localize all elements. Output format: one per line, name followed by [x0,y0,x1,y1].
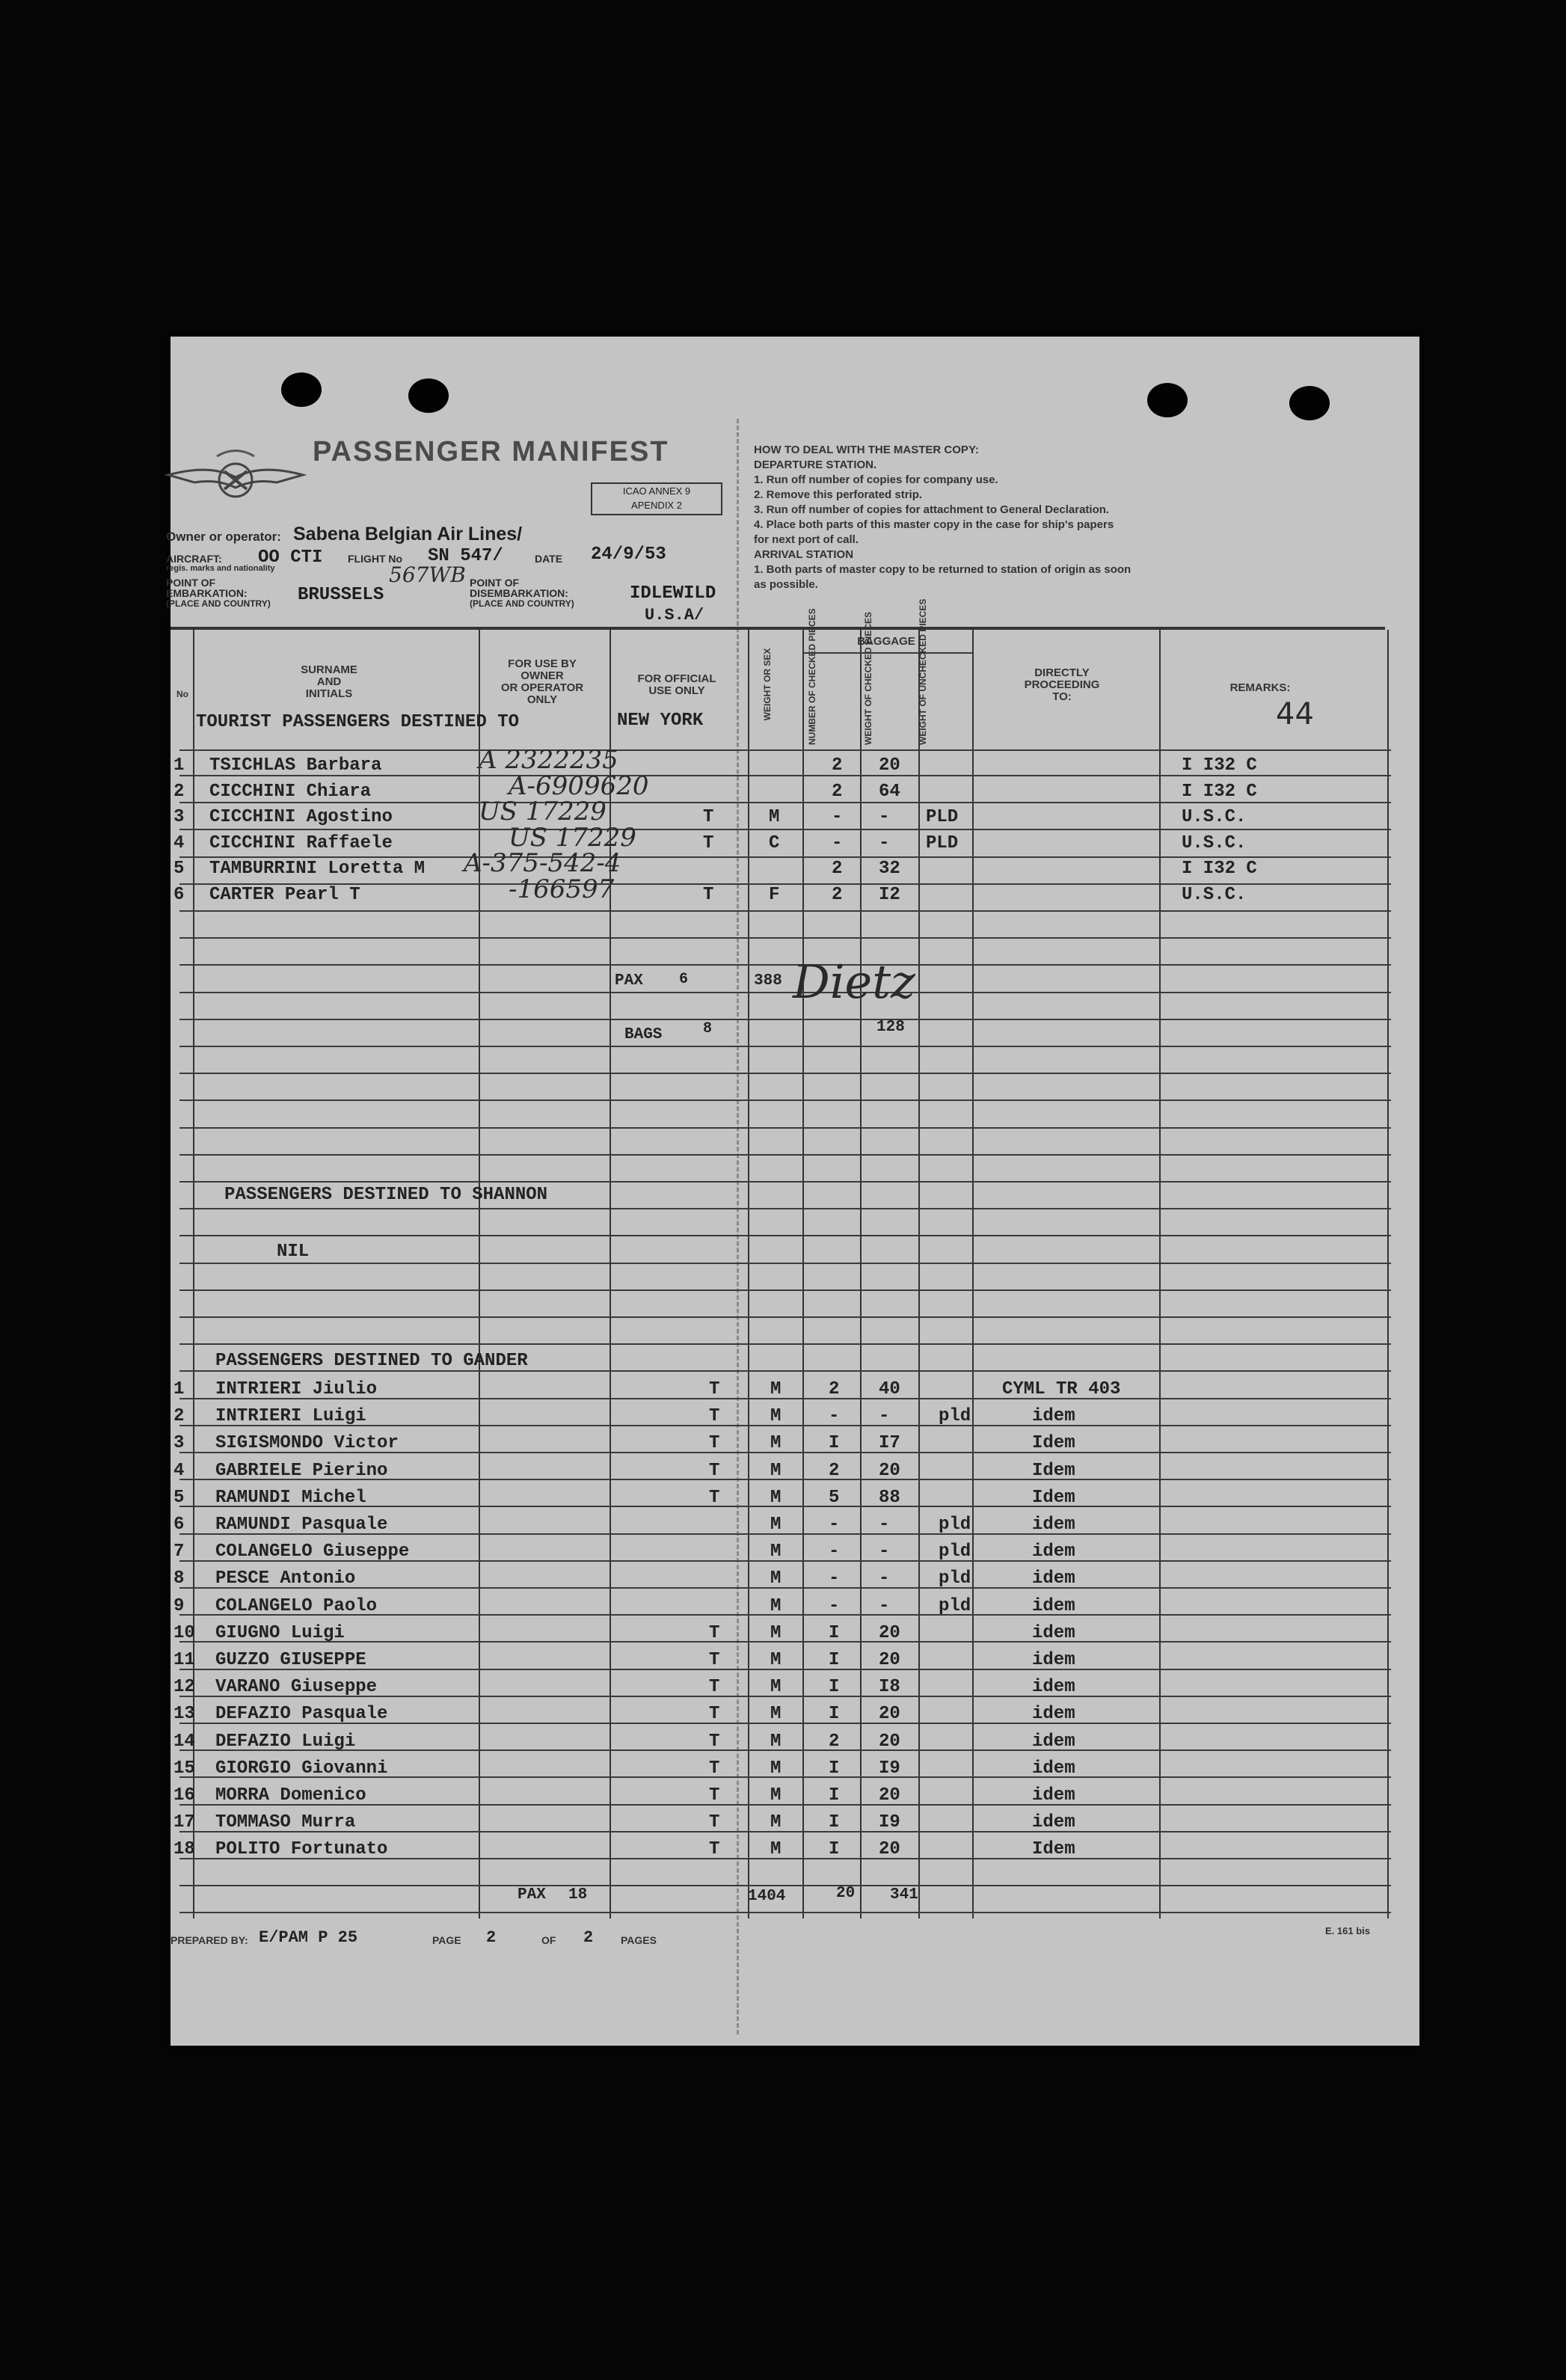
row-rule [179,992,1391,993]
col-directly-header [972,667,1152,703]
checked-weight: 20 [879,1731,900,1752]
pax-label: PAX [615,972,643,990]
row-number: 5 [174,1487,185,1508]
checked-pieces: I [829,1704,840,1725]
header-line: ONLY [526,693,558,706]
passenger-class: T [709,1839,720,1860]
passenger-name: CICCHINI Raffaele [209,832,393,853]
disembark-label: POINT OF [470,577,520,589]
passenger-name: GUZZO GIUSEPPE [215,1650,366,1670]
checked-weight: 20 [879,755,900,776]
row-rule [179,937,1391,939]
passenger-name: DEFAZIO Pasquale [215,1704,388,1725]
owner-value: Sabena Belgian Air Lines/ [293,524,523,545]
passenger-class: T [703,807,714,827]
header-line: INITIALS [305,687,353,700]
header-line: SURNAME [301,663,357,676]
row-rule [179,1127,1391,1129]
proceeding-to: idem [1032,1812,1075,1833]
checked-pieces: 2 [832,781,843,802]
row-number: 14 [174,1731,195,1752]
document-number: A-375-542-4 [464,848,621,878]
proceeding-to: idem [1032,1542,1075,1562]
col-baggage-header: BAGGAGE [857,635,915,648]
section-tourist: TOURIST PASSENGERS DESTINED TO [196,712,520,732]
total-weight: 1404 [748,1888,786,1905]
row-number: 4 [174,832,185,853]
remarks-value: I I32 C [1182,755,1257,776]
passenger-name: PESCE Antonio [215,1568,356,1589]
disembark-value: IDLEWILD [630,583,716,604]
table-top-rule [171,627,1385,630]
row-rule [179,1263,1391,1264]
passenger-sex: M [770,1839,782,1860]
punch-hole [408,378,449,413]
row-rule [179,910,1391,912]
row-rule [179,802,1391,803]
row-number: 13 [174,1704,195,1725]
aircraft-value: OO CTI [258,548,323,568]
checked-pieces: 2 [832,884,843,905]
checked-weight: I9 [879,1758,900,1779]
passenger-class: T [709,1758,720,1779]
passenger-sex: M [770,1487,782,1508]
page-title: PASSENGER MANIFEST [313,436,669,467]
header-line: OWNER [521,669,564,682]
unchecked-weight: pld [939,1542,971,1562]
checked-weight: 20 [879,1839,900,1860]
column-rule [1387,630,1389,1919]
row-number: 15 [174,1758,195,1779]
checked-pieces: - [829,1568,840,1589]
row-number: 2 [174,781,185,802]
pages-label: PAGES [621,1934,657,1946]
pax-value: 6 [679,971,689,988]
row-rule [179,1073,1391,1074]
checked-weight: 20 [879,1460,900,1481]
passenger-class: T [709,1731,720,1752]
proceeding-to: Idem [1032,1487,1075,1508]
proceeding-to: idem [1032,1515,1075,1535]
passenger-sex: M [770,1406,782,1427]
of-value: 2 [583,1928,594,1947]
icao-annex-box [591,482,722,515]
flight-extra: 567WB [389,562,466,587]
passenger-sex: M [769,807,780,827]
punch-hole [1147,383,1188,417]
instruction-line: 1. Run off number of copies for company use. [754,473,998,486]
passenger-sex: M [770,1731,782,1752]
checked-weight: - [879,1406,890,1427]
checked-pieces: I [829,1622,840,1643]
checked-weight: 20 [879,1622,900,1643]
header-line: AND [316,675,342,688]
proceeding-to: CYML TR 403 [1002,1379,1121,1399]
row-rule [179,1343,1391,1345]
passenger-sex: M [770,1812,782,1833]
passenger-sex: M [770,1542,782,1562]
embark-label: EMBARKATION: [166,587,248,599]
column-rule [860,630,862,1919]
prepared-by-value: E/PAM P 25 [259,1928,358,1947]
column-rule [802,630,804,1919]
row-number: 1 [174,755,185,776]
passenger-sex: M [770,1704,782,1725]
checked-pieces: 2 [829,1460,840,1481]
row-rule [179,1154,1391,1156]
passenger-sex: M [770,1622,782,1643]
checked-pieces: 2 [829,1379,840,1399]
col-unchecked-wt-header: WEIGHT OF UNCHECKED PIECES [918,598,928,745]
proceeding-to: idem [1032,1650,1075,1670]
passenger-sex: M [770,1379,782,1399]
column-rule [1159,630,1161,1919]
passenger-name: GIORGIO Giovanni [215,1758,388,1779]
checked-pieces: I [829,1785,840,1806]
unchecked-weight: pld [939,1406,971,1427]
proceeding-to: Idem [1032,1433,1075,1454]
proceeding-to: idem [1032,1568,1075,1589]
checked-pieces: - [829,1542,840,1562]
row-number: 17 [174,1812,195,1833]
document-number: A 2322235 [479,745,618,775]
passenger-sex: M [770,1785,782,1806]
remarks-value: I I32 C [1182,781,1257,802]
row-rule [179,829,1391,830]
master-copy-instructions [754,443,1277,592]
checked-weight: I9 [879,1812,900,1833]
checked-pieces: I [829,1812,840,1833]
passenger-name: RAMUNDI Pasquale [215,1515,388,1535]
header-line: FOR OFFICIAL [637,672,716,685]
checked-weight: 20 [879,1650,900,1670]
passenger-sex: M [770,1758,782,1779]
baggage-rule [802,652,972,654]
checked-weight: - [879,1595,890,1616]
checked-weight: I2 [879,884,900,905]
row-number: 10 [174,1622,195,1643]
row-number: 8 [174,1568,185,1589]
proceeding-to: idem [1032,1785,1075,1806]
row-rule [179,964,1391,966]
passenger-class: T [709,1406,720,1427]
of-label: OF [541,1934,556,1946]
proceeding-to: idem [1032,1622,1075,1643]
row-number: 3 [174,807,185,827]
pax-weight: 388 [754,972,782,990]
bags-weight: 128 [876,1019,905,1036]
checked-pieces: - [832,807,843,827]
proceeding-to: idem [1032,1704,1075,1725]
punch-hole [281,372,322,407]
passenger-name: RAMUNDI Michel [215,1487,366,1508]
total-pax-label: PAX [518,1886,546,1904]
checked-weight: 32 [879,859,900,879]
passenger-name: TAMBURRINI Loretta M [209,859,426,879]
checked-weight: 64 [879,781,900,802]
checked-weight: 40 [879,1379,900,1399]
row-rule [179,1316,1391,1318]
remarks-value: U.S.C. [1182,832,1247,853]
row-number: 7 [174,1542,185,1562]
row-number: 12 [174,1677,195,1698]
passenger-class: T [709,1460,720,1481]
owner-label: Owner or operator: [166,530,281,544]
col-official-header [609,673,744,697]
disembark-label: (PLACE AND COUNTRY) [470,598,574,609]
checked-weight: I7 [879,1433,900,1454]
punch-hole [1289,386,1330,420]
passenger-sex: F [769,884,780,905]
flight-label: FLIGHT No [348,553,403,565]
row-rule [179,1099,1391,1101]
row-number: 6 [174,1515,185,1535]
page-label: PAGE [432,1934,461,1946]
passenger-name: TOMMASO Murra [215,1812,356,1833]
header-line: TO: [1052,690,1072,703]
row-rule [179,1749,1391,1751]
instruction-line: ARRIVAL STATION [754,548,854,561]
remarks-value: U.S.C. [1182,807,1247,827]
remarks-value: I I32 C [1182,859,1257,879]
checked-pieces: I [829,1758,840,1779]
column-rule [972,630,974,1919]
passenger-sex: M [770,1460,782,1481]
total-num: 20 [836,1885,856,1902]
col-no-header: No [176,689,188,699]
embark-label: POINT OF [166,577,216,589]
section-tourist-destination: NEW YORK [617,711,704,731]
column-rule [918,630,920,1919]
checked-weight: - [879,1542,890,1562]
proceeding-to: idem [1032,1677,1075,1698]
passenger-class: T [709,1433,720,1454]
passenger-name: VARANO Giuseppe [215,1677,378,1698]
proceeding-to: Idem [1032,1460,1075,1481]
checked-pieces: I [829,1650,840,1670]
sabena-wings-logo-icon [165,441,307,524]
col-surname-header [247,664,411,700]
unchecked-weight: pld [939,1568,971,1589]
row-number: 4 [174,1460,185,1481]
header-line: PROCEEDING [1024,678,1100,691]
col-owner-header [479,658,606,706]
row-number: 6 [174,884,185,905]
checked-weight: 20 [879,1785,900,1806]
row-rule [179,1912,1391,1913]
embark-value: BRUSSELS [298,585,384,605]
row-number: 3 [174,1433,185,1454]
passenger-name: COLANGELO Giuseppe [215,1542,410,1562]
disembark-label: DISEMBARKATION: [470,587,568,599]
document-number: A-6909620 [509,770,649,801]
shannon-nil: NIL [277,1242,310,1262]
col-checked-wt-header: WEIGHT OF CHECKED PIECES [863,611,873,745]
passenger-class: T [709,1622,720,1643]
row-number: 18 [174,1839,195,1860]
date-value: 24/9/53 [591,545,666,565]
checked-weight: - [879,1515,890,1535]
col-checked-num-header: NUMBER OF CHECKED PIECES [807,608,817,745]
header-line: USE ONLY [648,684,705,697]
proceeding-to: idem [1032,1406,1075,1427]
row-rule [179,1208,1391,1209]
row-rule [179,1587,1391,1589]
total-pax: 18 [568,1886,588,1904]
passenger-class: T [709,1704,720,1725]
header-line: OR OPERATOR [500,681,584,694]
passenger-name: SIGISMONDO Victor [215,1433,399,1454]
form-code: E. 161 bis [1325,1925,1370,1936]
checked-weight: - [879,807,890,827]
checked-pieces: 2 [832,859,843,879]
column-rule [193,630,194,1919]
row-rule [179,1641,1391,1643]
aircraft-label: AIRCRAFT: [166,553,222,565]
remarks-number: 44 [1276,697,1314,732]
signature: Dietz [793,954,915,1009]
passenger-name: COLANGELO Paolo [215,1595,378,1616]
unchecked-weight: PLD [926,807,959,827]
remarks-value: U.S.C. [1182,884,1247,905]
passenger-class: T [709,1487,720,1508]
proceeding-to: Idem [1032,1839,1075,1860]
passenger-name: DEFAZIO Luigi [215,1731,356,1752]
checked-pieces: - [829,1406,840,1427]
header-line: DIRECTLY [1034,666,1090,679]
row-rule [179,1831,1391,1832]
passenger-class: T [709,1785,720,1806]
checked-weight: I8 [879,1677,900,1698]
passenger-class: T [709,1812,720,1833]
passenger-class: T [703,832,714,853]
column-rule [748,630,749,1919]
row-rule [179,1885,1391,1886]
row-rule [179,856,1391,858]
checked-pieces: - [829,1595,840,1616]
document-number: US 17229 [509,822,636,853]
passenger-class: T [703,884,714,905]
row-number: 9 [174,1595,185,1616]
passenger-sex: M [770,1568,782,1589]
col-sex-header: WEIGHT OR SEX [762,648,773,721]
icao-line: APENDIX 2 [631,500,682,511]
instruction-line: 3. Run off number of copies for attachment to General Declaration. [754,503,1110,516]
instruction-line: 1. Both parts of master copy to be returned to station of origin as soon [754,563,1131,576]
passenger-sex: C [769,832,780,853]
row-rule [179,749,1391,751]
prepared-by-label: PREPARED BY: [171,1934,248,1946]
passenger-name: GABRIELE Pierino [215,1460,388,1481]
checked-weight: - [879,832,890,853]
passenger-class: T [709,1379,720,1399]
checked-pieces: - [829,1515,840,1535]
passenger-sex: M [770,1433,782,1454]
instruction-line: as possible. [754,578,818,591]
passenger-sex: M [770,1650,782,1670]
checked-pieces: I [829,1677,840,1698]
instruction-line: HOW TO DEAL WITH THE MASTER COPY: [754,444,979,456]
passenger-name: INTRIERI Jiulio [215,1379,378,1399]
flight-value: SN 547/ [428,546,503,566]
icao-line: ICAO ANNEX 9 [622,485,691,497]
checked-weight: 20 [879,1704,900,1725]
row-rule [179,1181,1391,1183]
instruction-line: for next port of call. [754,533,859,546]
date-label: DATE [535,553,563,565]
unchecked-weight: pld [939,1595,971,1616]
passenger-name: GIUGNO Luigi [215,1622,345,1643]
passenger-name: TSICHLAS Barbara [209,755,382,776]
checked-weight: 88 [879,1487,900,1508]
unchecked-weight: pld [939,1515,971,1535]
row-rule [179,1019,1391,1020]
passenger-name: CICCHINI Agostino [209,807,393,827]
bags-label: BAGS [624,1026,663,1043]
perforated-strip-line [737,419,739,2034]
bags-value: 8 [703,1020,713,1037]
section-shannon: PASSENGERS DESTINED TO SHANNON [224,1185,548,1205]
checked-pieces: - [832,832,843,853]
instruction-line: 2. Remove this perforated strip. [754,488,923,501]
passenger-sex: M [770,1677,782,1698]
row-rule [179,1046,1391,1047]
aircraft-sublabel: regis. marks and nationality [166,564,275,573]
embark-label: (PLACE AND COUNTRY) [166,598,271,609]
row-number: 11 [174,1650,195,1670]
row-number: 5 [174,859,185,879]
instruction-line: DEPARTURE STATION. [754,458,877,471]
passenger-name: CICCHINI Chiara [209,781,372,802]
disembark-country: U.S.A/ [645,606,704,625]
passenger-name: POLITO Fortunato [215,1839,388,1860]
row-rule [179,1235,1391,1236]
section-gander: PASSENGERS DESTINED TO GANDER [215,1351,528,1371]
row-number: 16 [174,1785,195,1806]
checked-pieces: 2 [832,755,843,776]
checked-pieces: 5 [829,1487,840,1508]
checked-pieces: I [829,1839,840,1860]
unchecked-weight: PLD [926,832,959,853]
row-number: 1 [174,1379,185,1399]
checked-weight: - [879,1568,890,1589]
checked-pieces: 2 [829,1731,840,1752]
row-rule [179,1289,1391,1291]
passenger-name: MORRA Domenico [215,1785,366,1806]
header-line: FOR USE BY [508,657,577,670]
total-bag-weight: 341 [890,1886,918,1904]
passenger-sex: M [770,1515,782,1535]
passenger-name: INTRIERI Luigi [215,1406,366,1427]
col-remarks-header: REMARKS: [1229,681,1291,694]
checked-pieces: I [829,1433,840,1454]
passenger-class: T [709,1650,720,1670]
document-number: US 17229 [479,797,607,826]
passenger-name: CARTER Pearl T [209,884,360,905]
passenger-class: T [709,1677,720,1698]
proceeding-to: idem [1032,1731,1075,1752]
proceeding-to: idem [1032,1595,1075,1616]
page-value: 2 [486,1928,497,1947]
document-number: -166597 [509,874,615,904]
instruction-line: 4. Place both parts of this master copy in the case for ship's papers [754,518,1114,531]
row-number: 2 [174,1406,185,1427]
passenger-sex: M [770,1595,782,1616]
proceeding-to: idem [1032,1758,1075,1779]
